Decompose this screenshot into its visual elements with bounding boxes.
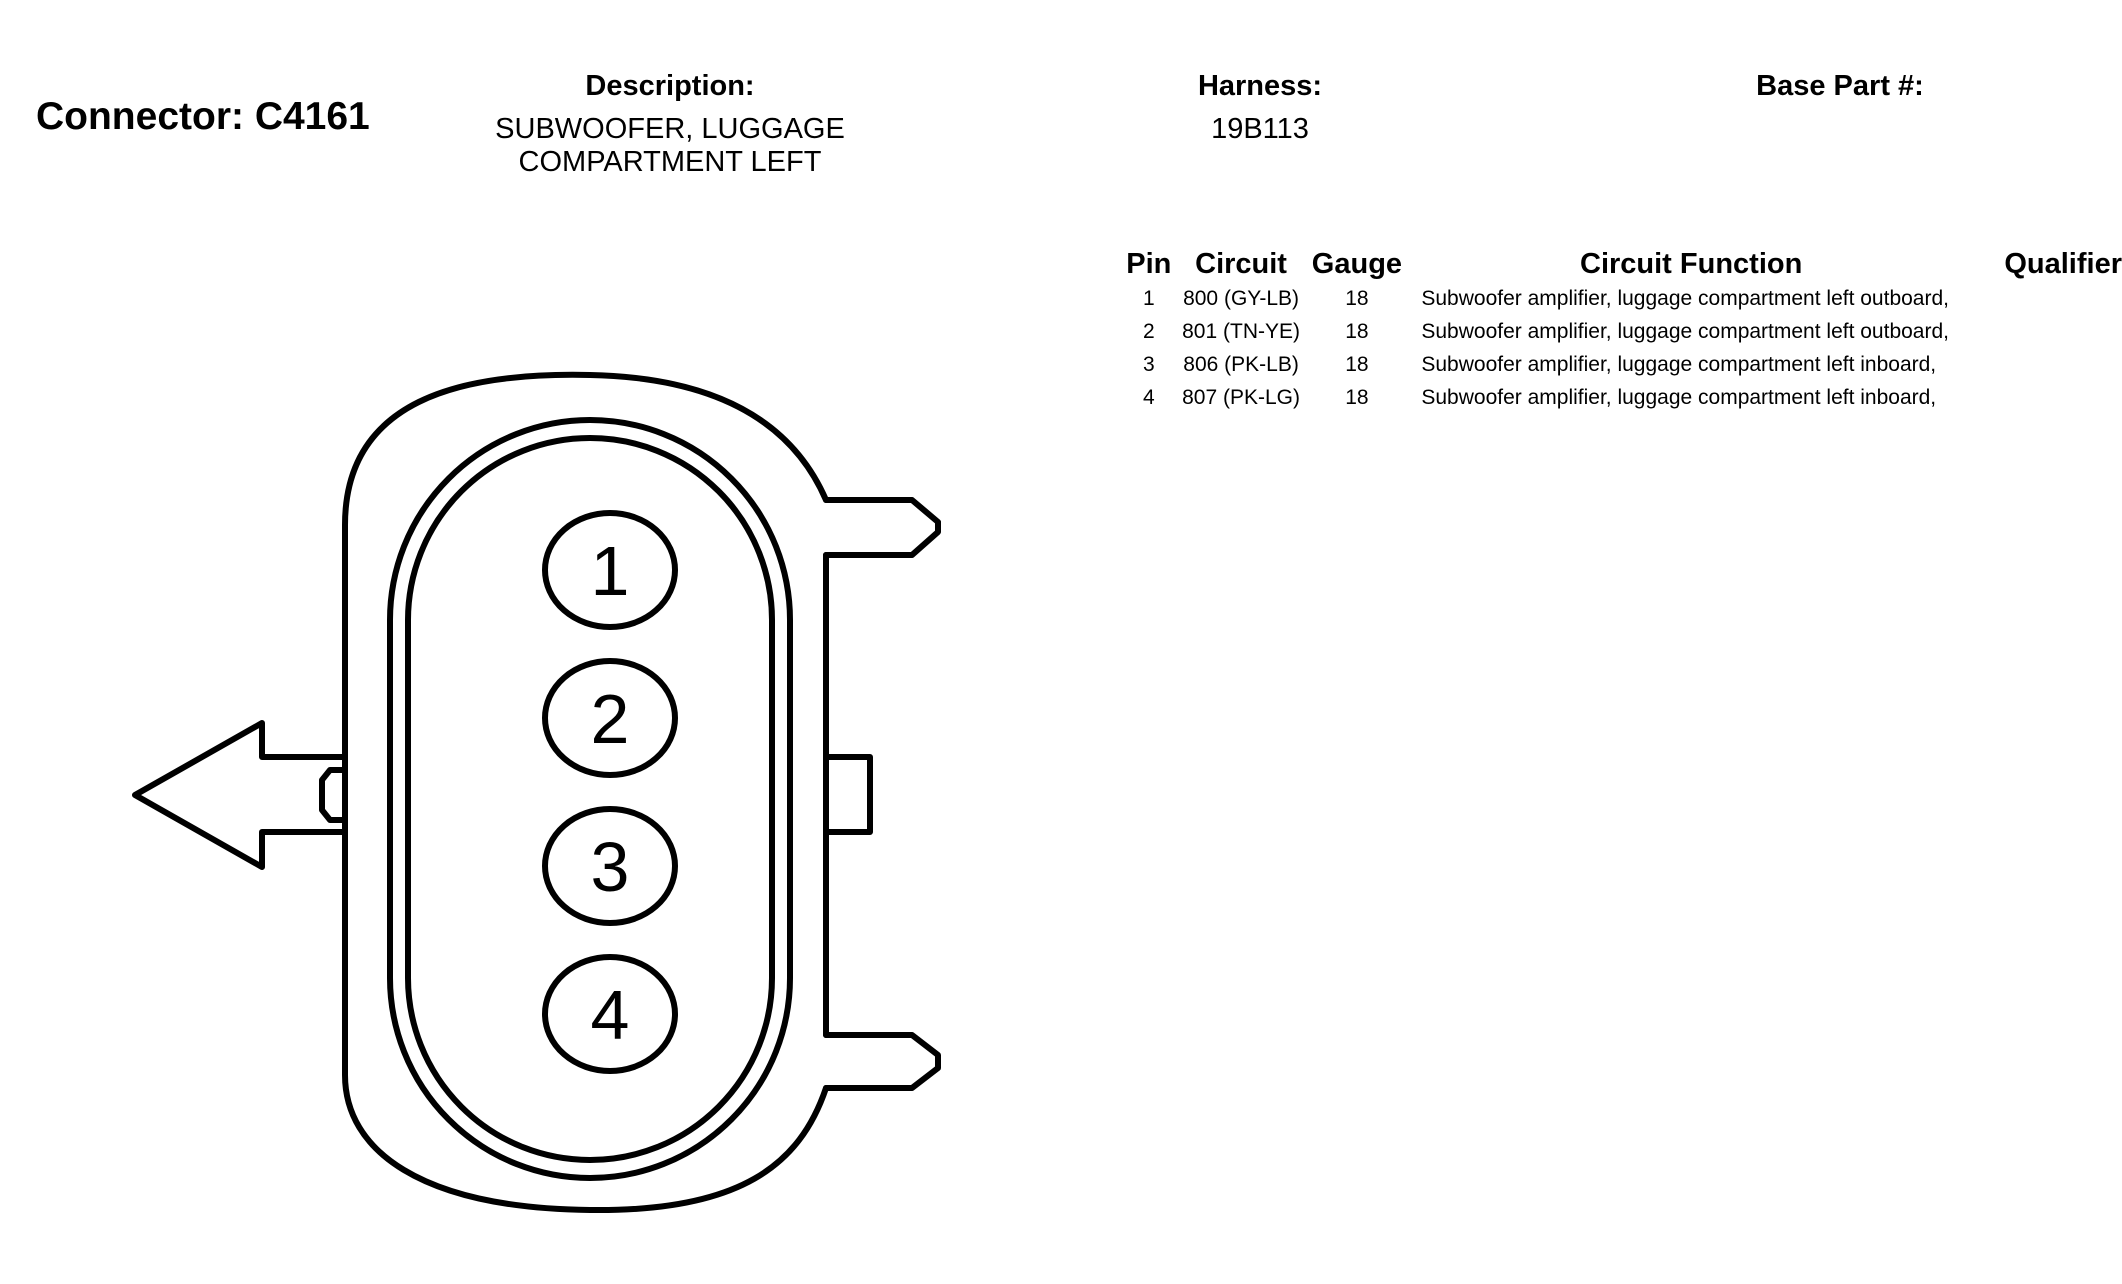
row-circuit: 807 (PK-LG): [1182, 385, 1300, 409]
row-pin: 1: [1142, 286, 1155, 310]
description-line-1: SUBWOOFER, LUGGAGE: [495, 113, 845, 145]
connector-title: Connector: C4161: [36, 95, 370, 138]
header-circuit-function: Circuit Function: [1580, 247, 1803, 280]
header-qualifier: Qualifier: [2004, 247, 2122, 280]
lock-arrow-notch: [322, 770, 345, 820]
header-circuit: Circuit: [1195, 247, 1287, 280]
latch-tab-lower: [826, 1035, 938, 1088]
harness-label: Harness:: [1197, 70, 1323, 102]
row-circuit: 806 (PK-LB): [1183, 352, 1299, 376]
row-gauge: 18: [1345, 319, 1369, 343]
lock-arrow-icon: [135, 723, 345, 867]
description-label: Description:: [585, 70, 755, 102]
row-function: Subwoofer amplifier, luggage compartment left inboard,: [1421, 352, 1937, 376]
harness-value: 19B113: [1211, 113, 1309, 145]
row-circuit: 800 (GY-LB): [1183, 286, 1300, 310]
pin-number-3: 3: [590, 828, 630, 906]
description-line-2: COMPARTMENT LEFT: [518, 146, 822, 178]
row-circuit: 801 (TN-YE): [1182, 319, 1300, 343]
row-gauge: 18: [1345, 286, 1369, 310]
row-function: Subwoofer amplifier, luggage compartment left inboard,: [1421, 385, 1937, 409]
polarizing-key-right: [826, 757, 870, 832]
row-function: Subwoofer amplifier, luggage compartment left outboard,: [1421, 319, 1949, 343]
base-part-label: Base Part #:: [1756, 70, 1924, 102]
pin-number-4: 4: [590, 976, 630, 1054]
row-pin: 4: [1142, 385, 1155, 409]
connector-housing-outer: [345, 375, 826, 1210]
row-pin: 2: [1142, 319, 1155, 343]
row-gauge: 18: [1345, 385, 1369, 409]
row-gauge: 18: [1345, 352, 1369, 376]
pin-number-1: 1: [590, 532, 630, 610]
row-pin: 3: [1142, 352, 1155, 376]
row-function: Subwoofer amplifier, luggage compartment left outboard,: [1421, 286, 1949, 310]
pin-number-2: 2: [590, 680, 630, 758]
latch-tab-upper: [826, 500, 938, 555]
header-pin: Pin: [1126, 247, 1172, 280]
header-gauge: Gauge: [1311, 247, 1403, 280]
pin-cavities: [545, 513, 675, 1071]
